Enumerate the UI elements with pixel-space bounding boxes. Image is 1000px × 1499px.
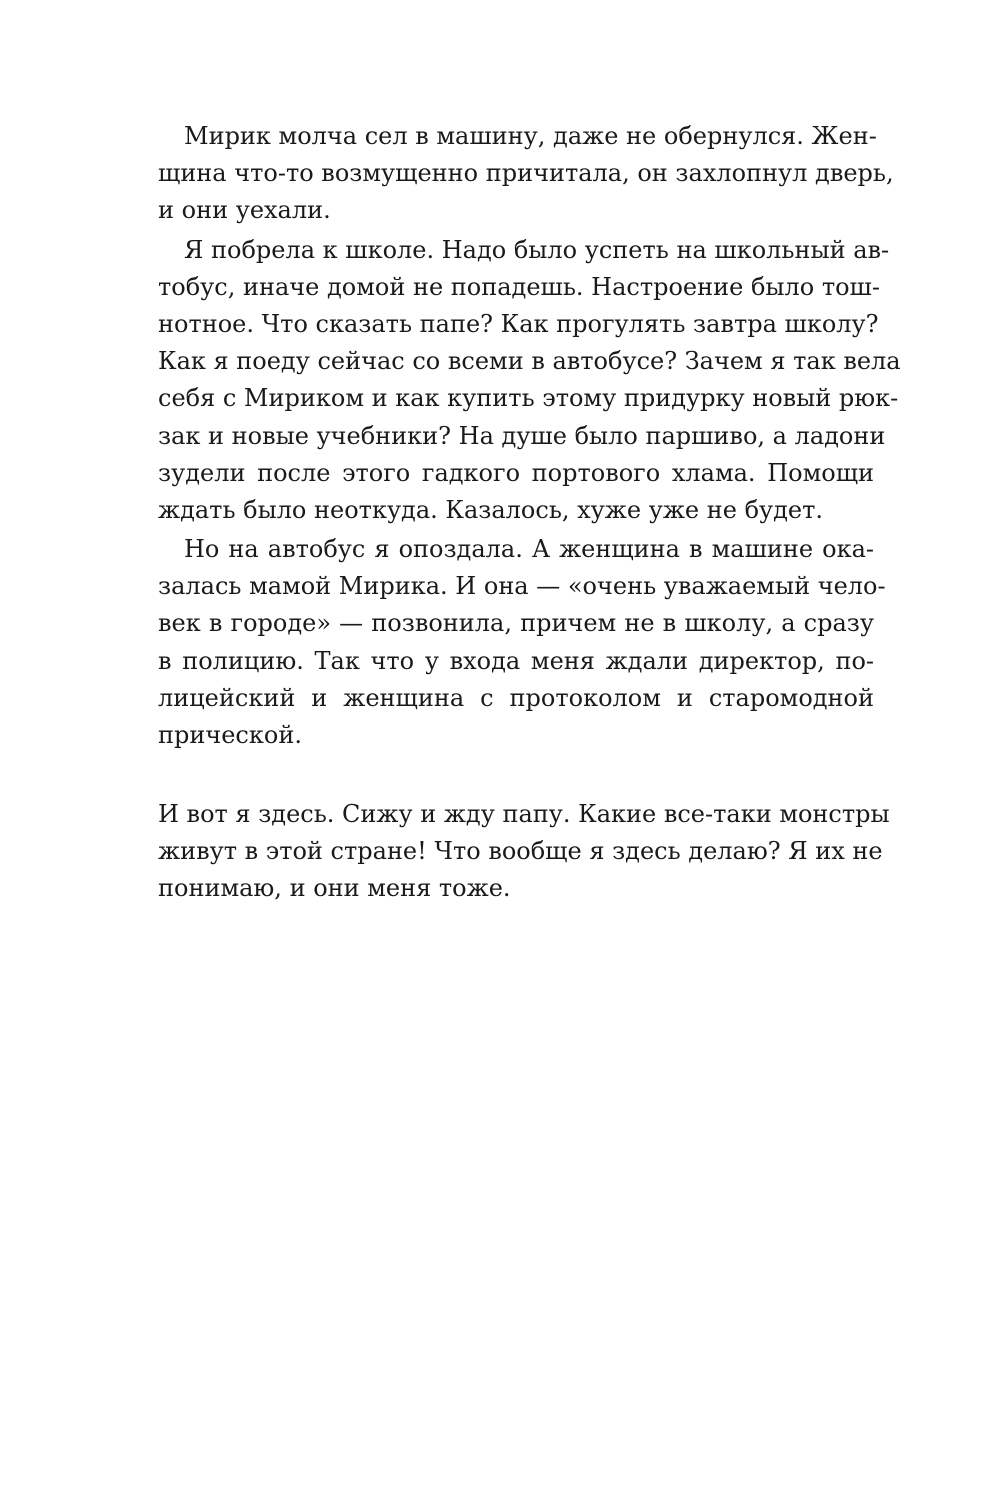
text-line: Но на автобус я опоздала. А женщина в машине ока- — [184, 535, 874, 564]
paragraph-missed-bus — [158, 531, 886, 754]
text-line: и они уехали. — [158, 196, 331, 225]
text-line: И вот я здесь. Сижу и жду папу. Какие все-таки монстры — [158, 800, 890, 828]
text-line: зудели после этого гадкого портового хлама. Помощи — [158, 458, 874, 487]
text-line: Как я поеду сейчас со всеми в автобусе? Зачем я так вела — [158, 347, 901, 376]
final-text-block — [158, 796, 890, 908]
text-line: в полицию. Так что у входа меня ждали директор, по- — [158, 646, 874, 675]
text-line: залась мамой Мирика. И она — «очень уважаемый чело- — [158, 572, 886, 601]
text-line: Мирик молча сел в машину, даже не обернулся. Жен- — [184, 122, 877, 150]
text-line: себя с Мириком и как купить этому придурку новый рюк- — [158, 384, 899, 413]
text-line: щина что-то возмущенно причитала, он захлопнул дверь, — [158, 159, 894, 188]
paragraph-walk-to-school — [158, 232, 901, 530]
text-line: нотное. Что сказать папе? Как прогулять завтра школу? — [158, 309, 879, 338]
text-line: прической. — [158, 721, 302, 749]
text-line: зак и новые учебники? На душе было паршиво, а ладони — [158, 421, 886, 450]
text-line: тобус, иначе домой не попадешь. Настроение было тош- — [158, 272, 880, 301]
text-line: живут в этой стране! Что вообще я здесь делаю? Я их не — [158, 837, 883, 866]
text-line: ждать было неоткуда. Казалось, хуже уже не будет. — [158, 495, 824, 524]
main-text-block — [158, 118, 901, 756]
paragraph-mirik-left — [158, 118, 894, 230]
text-line: век в городе» — позвонила, причем не в школу, а сразу — [158, 609, 874, 638]
text-line: понимаю, и они меня тоже. — [158, 874, 511, 903]
text-line: Я побрела к школе. Надо было успеть на школьный ав- — [184, 235, 890, 264]
text-line: лицейский и женщина с протоколом и старомодной — [158, 683, 874, 712]
